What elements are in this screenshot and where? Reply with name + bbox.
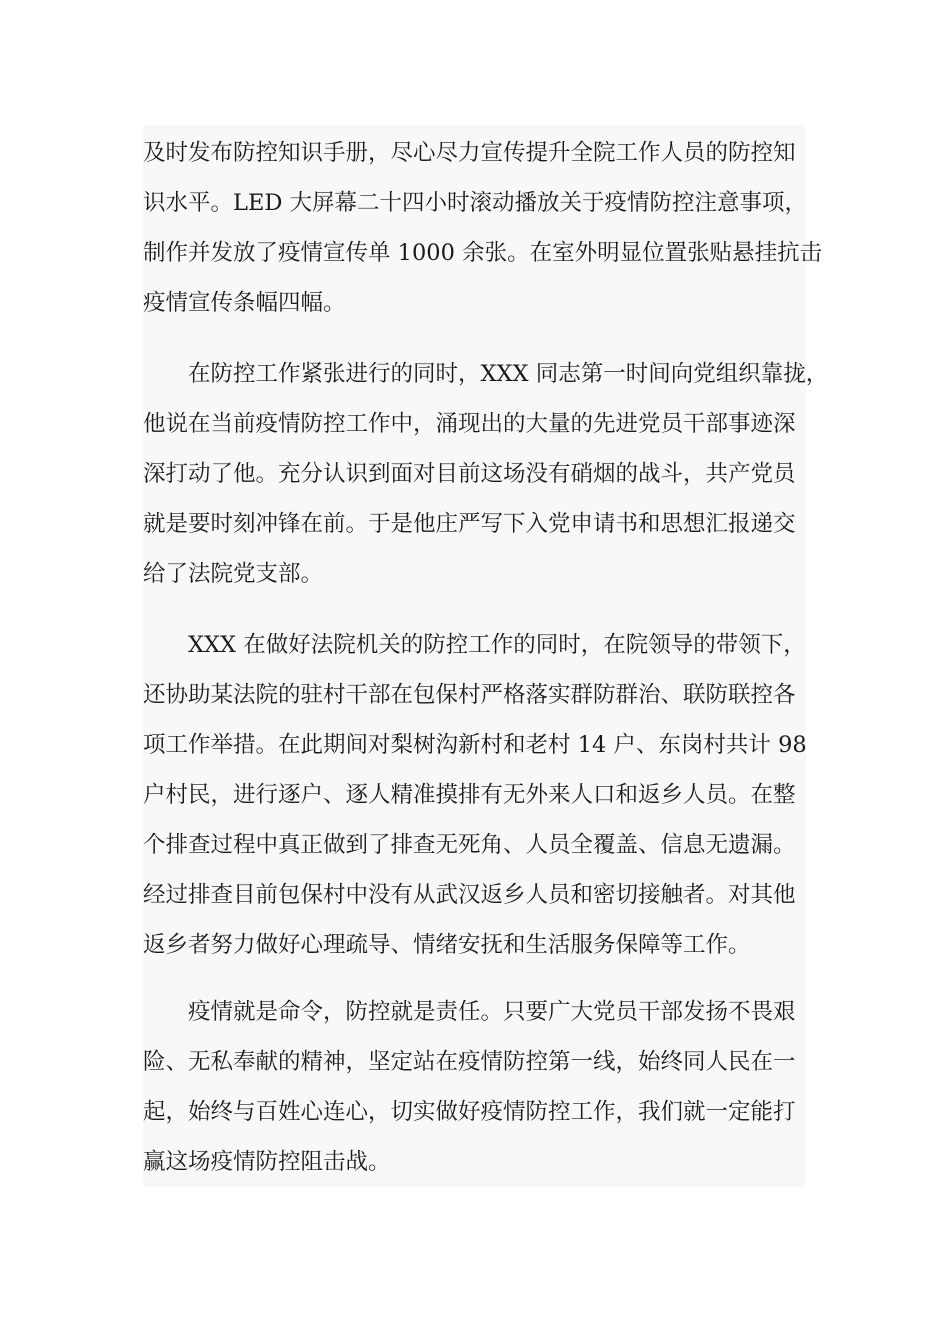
text-line: XXX 在做好法院机关的防控工作的同时，在院领导的带领下， bbox=[188, 632, 806, 658]
paragraph-1 bbox=[143, 128, 823, 328]
text-line: 制作并发放了疫情宣传单 1000 余张。在室外明显位置张贴悬挂抗击 bbox=[143, 240, 823, 266]
text-line: 户村民，进行逐户、逐人精准摸排有无外来人口和返乡人员。在整 bbox=[143, 782, 796, 808]
text-line: 疫情就是命令，防控就是责任。只要广大党员干部发扬不畏艰 bbox=[188, 999, 796, 1025]
text-line: 他说在当前疫情防控工作中，涌现出的大量的先进党员干部事迹深 bbox=[143, 411, 796, 437]
text-line: 赢这场疫情防控阻击战。 bbox=[143, 1149, 391, 1175]
text-line: 起，始终与百姓心连心，切实做好疫情防控工作，我们就一定能打 bbox=[143, 1099, 796, 1125]
paragraph-3 bbox=[143, 620, 806, 970]
text-line: 疫情宣传条幅四幅。 bbox=[143, 290, 346, 316]
text-line: 就是要时刻冲锋在前。于是他庄严写下入党申请书和思想汇报递交 bbox=[143, 511, 796, 537]
document-text-block bbox=[143, 125, 829, 1187]
text-line: 给了法院党支部。 bbox=[143, 561, 324, 587]
text-line: 识水平。LED 大屏幕二十四小时滚动播放关于疫情防控注意事项， bbox=[143, 190, 808, 216]
text-line: 返乡者努力做好心理疏导、情绪安抚和生活服务保障等工作。 bbox=[143, 932, 751, 958]
text-line: 还协助某法院的驻村干部在包保村严格落实群防群治、联防联控各 bbox=[143, 682, 796, 708]
paragraph-4 bbox=[143, 987, 806, 1187]
text-line: 险、无私奉献的精神，坚定站在疫情防控第一线，始终同人民在一 bbox=[143, 1049, 796, 1075]
paragraph-2 bbox=[143, 349, 829, 599]
text-line: 深打动了他。充分认识到面对目前这场没有硝烟的战斗，共产党员 bbox=[143, 461, 796, 487]
text-line: 经过排查目前包保村中没有从武汉返乡人员和密切接触者。对其他 bbox=[143, 882, 796, 908]
text-line: 在防控工作紧张进行的同时，XXX 同志第一时间向党组织靠拢， bbox=[188, 361, 829, 387]
text-line: 及时发布防控知识手册，尽心尽力宣传提升全院工作人员的防控知 bbox=[143, 140, 796, 166]
text-line: 个排查过程中真正做到了排查无死角、人员全覆盖、信息无遗漏。 bbox=[143, 832, 796, 858]
text-line: 项工作举措。在此期间对梨树沟新村和老村 14 户、东岗村共计 98 bbox=[143, 732, 807, 758]
